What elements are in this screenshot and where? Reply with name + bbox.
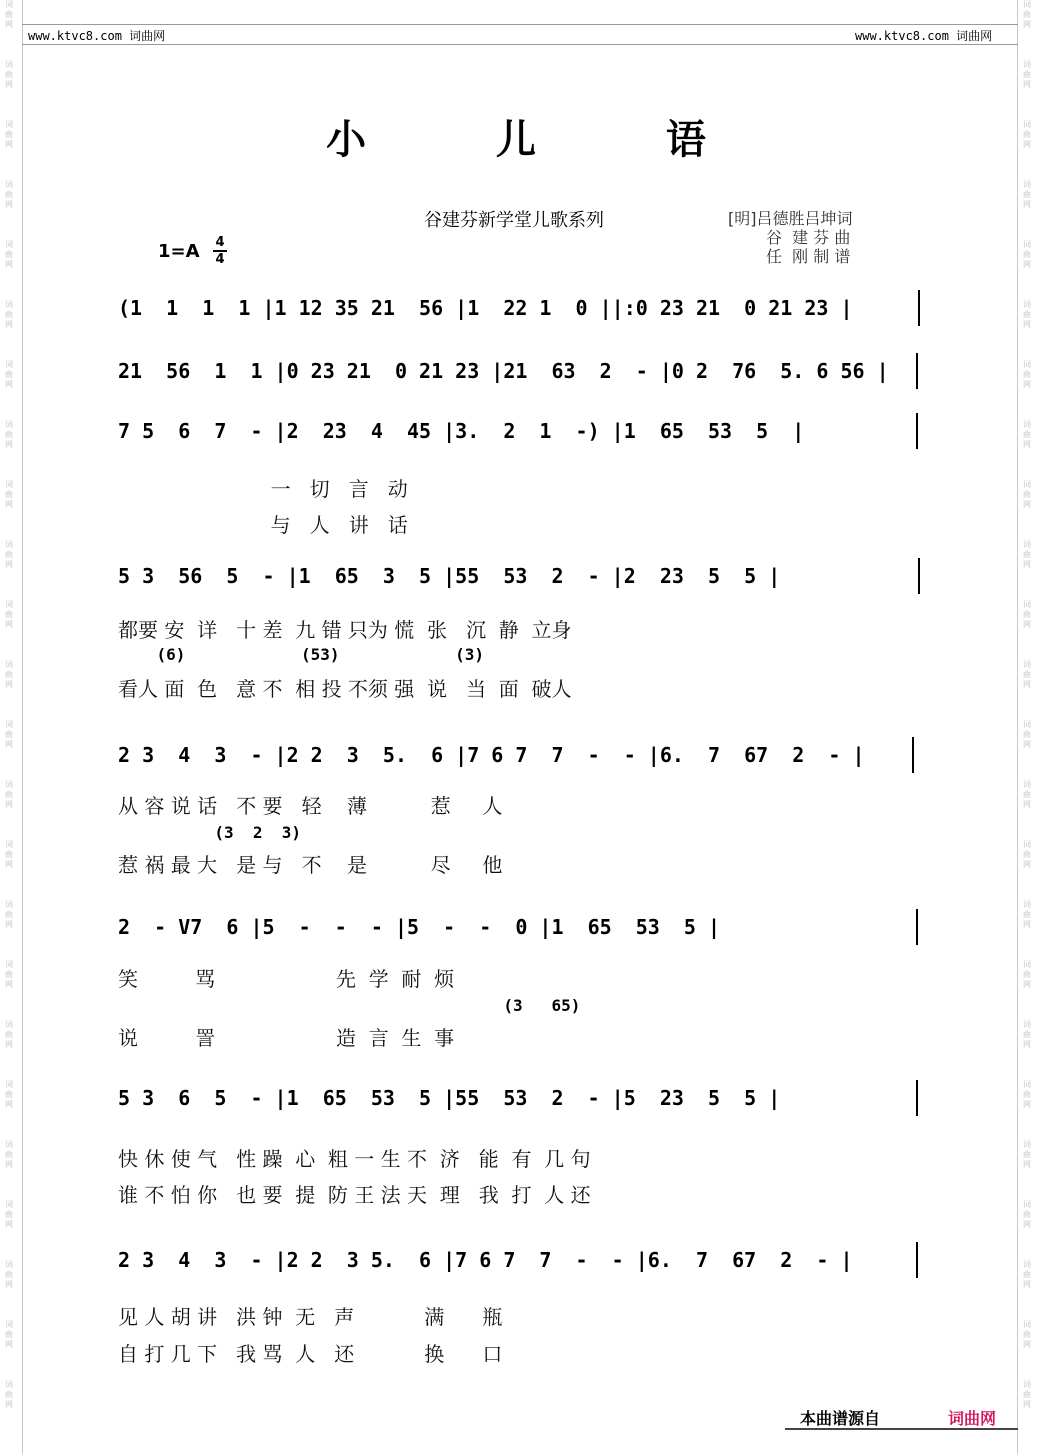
watermark-text: 词 曲 网 <box>1023 120 1031 149</box>
barline <box>918 290 920 326</box>
watermark-text: 词 曲 网 <box>5 1200 13 1229</box>
watermark-text: 词 曲 网 <box>1023 1200 1031 1229</box>
watermark-text: 词 曲 网 <box>5 360 13 389</box>
watermark-text: 词 曲 网 <box>1023 1080 1031 1109</box>
watermark-text: 词 曲 网 <box>1023 0 1031 29</box>
right-watermark-strip <box>1018 0 1040 1454</box>
credit-composer: 谷 建 芬 曲 <box>766 228 851 247</box>
watermark-text: 词 曲 网 <box>5 600 13 629</box>
watermark-text: 词 曲 网 <box>5 960 13 989</box>
watermark-text: 词 曲 网 <box>5 660 13 689</box>
lyric-row-5a: 从 容 说 话 不 要 轻 薄 惹 人 <box>118 794 503 818</box>
left-border-line <box>22 0 23 1454</box>
lyric-row-7b: 谁 不 怕 你 也 要 提 防 王 法 天 理 我 打 人 还 <box>118 1183 591 1207</box>
watermark-text: 词 曲 网 <box>1023 180 1031 209</box>
song-title: 小 儿 语 <box>326 116 764 163</box>
lyric-row-6a: 笑 骂 先 学 耐 烦 <box>118 967 455 991</box>
watermark-text: 词 曲 网 <box>5 240 13 269</box>
notation-row-4: 5 3 56 5 - |1 65 3 5 |55 53 2 - |2 23 5 5 | <box>118 564 781 588</box>
watermark-text: 词 曲 网 <box>5 0 13 29</box>
credit-arranger: 任 刚 制 谱 <box>766 247 851 266</box>
watermark-text: 词 曲 网 <box>1023 1140 1031 1169</box>
barline <box>916 353 918 389</box>
watermark-text: 词 曲 网 <box>1023 300 1031 329</box>
lyric-row-6b: 说 詈 造 言 生 事 <box>118 1026 455 1050</box>
watermark-text: 词 曲 网 <box>5 780 13 809</box>
watermark-text: 词 曲 网 <box>1023 480 1031 509</box>
barline <box>912 737 914 773</box>
watermark-text: 词 曲 网 <box>1023 540 1031 569</box>
watermark-text: 词 曲 网 <box>1023 900 1031 929</box>
barline <box>916 413 918 449</box>
lyric-row-5b: 惹 祸 最 大 是 与 不 是 尽 他 <box>118 853 503 877</box>
watermark-text: 词 曲 网 <box>1023 720 1031 749</box>
left-watermark-strip <box>0 0 22 1454</box>
credits-block <box>728 209 853 266</box>
watermark-text: 词 曲 网 <box>1023 960 1031 989</box>
top-border-line <box>22 24 1018 25</box>
watermark-text: 词 曲 网 <box>5 480 13 509</box>
watermark-text: 词 曲 网 <box>1023 420 1031 449</box>
watermark-text: 词 曲 网 <box>5 840 13 869</box>
notation-row-2: 21 56 1 1 |0 23 21 0 21 23 |21 63 2 - |0 2 76 5. 6 56 | <box>118 359 889 383</box>
alt-notes-row-6: (3 65) <box>118 996 581 1015</box>
notation-row-5: 2 3 4 3 - |2 2 3 5. 6 |7 6 7 7 - - |6. 7 67 2 - | <box>118 743 865 767</box>
notation-row-3: 7 5 6 7 - |2 23 4 45 |3. 2 1 -) |1 65 53 5 | <box>118 419 805 443</box>
header-underline <box>22 44 1018 45</box>
notation-row-8: 2 3 4 3 - |2 2 3 5. 6 |7 6 7 7 - - |6. 7 67 2 - | <box>118 1248 853 1272</box>
watermark-text: 词 曲 网 <box>5 120 13 149</box>
watermark-text: 词 曲 网 <box>5 720 13 749</box>
watermark-text: 词 曲 网 <box>1023 780 1031 809</box>
source-label: 本曲谱源自 <box>800 1409 881 1428</box>
time-signature <box>213 236 227 266</box>
lyric-row-4b: 看人 面 色 意 不 相 投 不须 强 说 当 面 破人 <box>118 677 572 701</box>
series-label: 谷建芬新学堂儿歌系列 <box>424 210 604 231</box>
site-url-left[interactable]: www.ktvc8.com 词曲网 <box>28 29 166 43</box>
watermark-text: 词 曲 网 <box>5 1380 13 1409</box>
watermark-text: 词 曲 网 <box>1023 600 1031 629</box>
notation-row-6: 2 - V7 6 |5 - - - |5 - - 0 |1 65 53 5 | <box>118 915 721 939</box>
watermark-text: 词 曲 网 <box>5 900 13 929</box>
barline <box>916 1080 918 1116</box>
lyric-row-7a: 快 休 使 气 性 躁 心 粗 一 生 不 济 能 有 几 句 <box>118 1147 591 1171</box>
footer-rule <box>785 1428 1018 1430</box>
watermark-text: 词 曲 网 <box>1023 660 1031 689</box>
watermark-text: 词 曲 网 <box>5 420 13 449</box>
watermark-text: 词 曲 网 <box>1023 1320 1031 1349</box>
watermark-text: 词 曲 网 <box>1023 1020 1031 1049</box>
watermark-text: 词 曲 网 <box>1023 240 1031 269</box>
watermark-text: 词 曲 网 <box>1023 60 1031 89</box>
lyric-row-3a: 一 切 言 动 <box>118 477 408 501</box>
key-signature: 1=A <box>158 241 200 262</box>
right-border-line <box>1017 0 1018 1454</box>
lyric-row-8b: 自 打 几 下 我 骂 人 还 换 口 <box>118 1342 503 1366</box>
time-signature-top: 4 <box>215 235 225 250</box>
notation-row-1: (1 1 1 1 |1 12 35 21 56 |1 22 1 0 ||:0 23 21 0 21 23 | <box>118 296 853 320</box>
watermark-text: 词 曲 网 <box>1023 1260 1031 1289</box>
watermark-text: 词 曲 网 <box>5 1140 13 1169</box>
watermark-text: 词 曲 网 <box>5 1080 13 1109</box>
lyric-row-3b: 与 人 讲 话 <box>118 513 408 537</box>
watermark-text: 词 曲 网 <box>5 60 13 89</box>
lyric-row-4a: 都要 安 详 十 差 九 错 只为 慌 张 沉 静 立身 <box>118 618 572 642</box>
barline <box>916 1242 918 1278</box>
watermark-text: 词 曲 网 <box>1023 1380 1031 1409</box>
watermark-text: 词 曲 网 <box>1023 360 1031 389</box>
barline <box>918 558 920 594</box>
time-signature-bottom: 4 <box>215 252 225 267</box>
credit-lyricist: [明]吕德胜吕坤词 <box>728 209 853 228</box>
lyric-row-8a: 见 人 胡 讲 洪 钟 无 声 满 瓶 <box>118 1305 503 1329</box>
watermark-text: 词 曲 网 <box>5 540 13 569</box>
watermark-text: 词 曲 网 <box>5 1260 13 1289</box>
barline <box>916 909 918 945</box>
notation-row-7: 5 3 6 5 - |1 65 53 5 |55 53 2 - |5 23 5 5 | <box>118 1086 781 1110</box>
watermark-text: 词 曲 网 <box>5 300 13 329</box>
alt-notes-row-4: (6) (53) (3) <box>118 645 485 664</box>
watermark-text: 词 曲 网 <box>5 1320 13 1349</box>
watermark-text: 词 曲 网 <box>5 1020 13 1049</box>
watermark-text: 词 曲 网 <box>1023 840 1031 869</box>
source-brand-link[interactable]: 词曲网 <box>948 1409 997 1428</box>
watermark-text: 词 曲 网 <box>5 180 13 209</box>
alt-notes-row-5: (3 2 3) <box>118 823 302 842</box>
site-url-right[interactable]: www.ktvc8.com 词曲网 <box>855 29 993 43</box>
